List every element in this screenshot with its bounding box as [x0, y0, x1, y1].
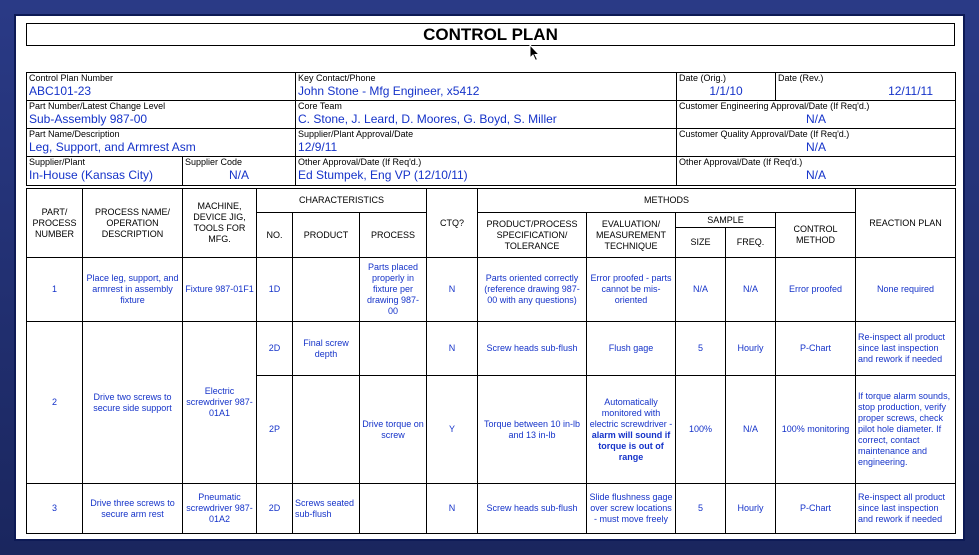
- cust-quality-approval-cell: [677, 129, 956, 157]
- col-methods: METHODS: [478, 189, 856, 213]
- cell-machine: Pneumatic screwdriver 987-01A2: [183, 484, 257, 534]
- col-reaction-plan: REACTION PLAN: [856, 189, 956, 258]
- cell-reaction-plan: None required: [856, 258, 956, 322]
- cell-evaluation: Flush gage: [587, 322, 676, 376]
- col-product: PRODUCT: [293, 213, 360, 258]
- cell-part-no: 1: [27, 258, 83, 322]
- cell-process-name: Drive two screws to secure side support: [83, 322, 183, 484]
- core-team-label: Core Team: [298, 101, 342, 111]
- cell-process-name: Place leg, support, and armrest in assembly fixture: [83, 258, 183, 322]
- evaluation-text: Automatically monitored with electric screwdriver -: [589, 396, 673, 429]
- supplier-plant-label: Supplier/Plant: [29, 157, 86, 167]
- supplier-approval-cell: [296, 129, 677, 157]
- cell-evaluation: [587, 376, 676, 484]
- cell-product: [293, 376, 360, 484]
- cell-freq: Hourly: [726, 322, 776, 376]
- cell-spec: Torque between 10 in-lb and 13 in-lb: [478, 376, 587, 484]
- date-rev-label: Date (Rev.): [778, 73, 824, 83]
- table-row: [27, 322, 956, 376]
- other-approval-1-label: Other Approval/Date (If Req'd.): [298, 157, 422, 167]
- part-number-label: Part Number/Latest Change Level: [29, 101, 166, 111]
- other-approval-1-value: Ed Stumpek, Eng VP (12/10/11): [298, 168, 468, 182]
- cell-reaction-plan: Re-inspect all product since last inspection and rework if needed: [856, 484, 956, 534]
- date-rev-cell: [776, 73, 956, 101]
- col-ctq: CTQ?: [427, 189, 478, 258]
- cell-control-method: 100% monitoring: [776, 376, 856, 484]
- cell-evaluation: Slide flushness gage over screw locations - must move freely: [587, 484, 676, 534]
- key-contact-value: John Stone - Mfg Engineer, x5412: [298, 84, 480, 98]
- core-team-value: C. Stone, J. Leard, D. Moores, G. Boyd, S. Miller: [298, 112, 557, 126]
- supplier-code-label: Supplier Code: [185, 157, 243, 167]
- cell-size: 5: [676, 322, 726, 376]
- key-contact-cell: [296, 73, 677, 101]
- table-row: [27, 258, 956, 322]
- supplier-code-cell: [183, 157, 296, 186]
- date-orig-label: Date (Orig.): [679, 73, 727, 83]
- col-size: SIZE: [676, 228, 726, 257]
- cell-process-name: Drive three screws to secure arm rest: [83, 484, 183, 534]
- other-approval-1-cell: [296, 157, 677, 186]
- col-process-name: PROCESS NAME/ OPERATION DESCRIPTION: [83, 189, 183, 258]
- cell-no: 1D: [257, 258, 293, 322]
- supplier-plant-value: In-House (Kansas City): [29, 168, 154, 182]
- mouse-cursor-icon: [529, 44, 541, 62]
- cell-control-method: P-Chart: [776, 322, 856, 376]
- cell-machine: Fixture 987-01F1: [183, 258, 257, 322]
- col-no: NO.: [257, 213, 293, 258]
- cell-process: Drive torque on screw: [360, 376, 427, 484]
- cell-process: [360, 484, 427, 534]
- cell-reaction-plan: Re-inspect all product since last inspection and rework if needed: [856, 322, 956, 376]
- cell-process: Parts placed properly in fixture per drawing 987-00: [360, 258, 427, 322]
- col-sample: SAMPLE: [676, 213, 775, 228]
- cell-product: Final screw depth: [293, 322, 360, 376]
- col-part-process-number: PART/ PROCESS NUMBER: [27, 189, 83, 258]
- cell-freq: N/A: [726, 376, 776, 484]
- supplier-code-value: N/A: [229, 168, 250, 182]
- part-name-label: Part Name/Description: [29, 129, 120, 139]
- cell-spec: Screw heads sub-flush: [478, 322, 587, 376]
- cell-no: 2P: [257, 376, 293, 484]
- cell-ctq: N: [427, 484, 478, 534]
- cell-product: Screws seated sub-flush: [293, 484, 360, 534]
- cell-size: 100%: [676, 376, 726, 484]
- part-name-value: Leg, Support, and Armrest Asm: [29, 140, 196, 154]
- control-plan-sheet: [14, 14, 965, 541]
- cell-no: 2D: [257, 322, 293, 376]
- cell-no: 2D: [257, 484, 293, 534]
- cell-freq: N/A: [726, 258, 776, 322]
- cell-machine: Electric screwdriver 987-01A1: [183, 322, 257, 484]
- cell-spec: Parts oriented correctly (reference drawing 987-00 with any questions): [478, 258, 587, 322]
- supplier-plant-cell: [27, 157, 183, 186]
- control-plan-number-label: Control Plan Number: [29, 73, 114, 83]
- date-orig-cell: [677, 73, 776, 101]
- part-number-value: Sub-Assembly 987-00: [29, 112, 148, 126]
- date-rev-value: 12/11/11: [888, 84, 934, 98]
- col-control-method: CONTROL METHOD: [776, 213, 856, 258]
- cell-control-method: P-Chart: [776, 484, 856, 534]
- cust-eng-approval-value: N/A: [806, 112, 827, 126]
- cell-freq: Hourly: [726, 484, 776, 534]
- cust-quality-approval-label: Customer Quality Approval/Date (If Req'd.): [679, 129, 850, 139]
- cust-eng-approval-label: Customer Engineering Approval/Date (If Req'd.): [679, 101, 870, 111]
- supplier-approval-label: Supplier/Plant Approval/Date: [298, 129, 414, 139]
- cell-process: [360, 322, 427, 376]
- col-evaluation: EVALUATION/ MEASUREMENT TECHNIQUE: [587, 213, 676, 258]
- cell-ctq: N: [427, 258, 478, 322]
- other-approval-2-label: Other Approval/Date (If Req'd.): [679, 157, 803, 167]
- cell-size: 5: [676, 484, 726, 534]
- cell-spec: Screw heads sub-flush: [478, 484, 587, 534]
- cell-part-no: 3: [27, 484, 83, 534]
- cust-eng-approval-cell: [677, 101, 956, 129]
- core-team-cell: [296, 101, 677, 129]
- table-row: [27, 484, 956, 534]
- col-characteristics: CHARACTERISTICS: [257, 189, 427, 213]
- cell-reaction-plan: If torque alarm sounds, stop production, verify proper screws, check pilot hole diameter. If correct, contact maintenance and engineering.: [856, 376, 956, 484]
- cell-evaluation: Error proofed - parts cannot be mis-oriented: [587, 258, 676, 322]
- col-sample-group: [676, 213, 776, 258]
- control-plan-number-cell: [27, 73, 296, 101]
- cell-part-no: 2: [27, 322, 83, 484]
- col-freq: FREQ.: [736, 237, 765, 247]
- header-info-table: [26, 72, 956, 186]
- col-process: PROCESS: [360, 213, 427, 258]
- date-orig-value: 1/1/10: [709, 84, 743, 98]
- other-approval-2-cell: [677, 157, 956, 186]
- cell-size: N/A: [676, 258, 726, 322]
- key-contact-label: Key Contact/Phone: [298, 73, 376, 83]
- cell-ctq: N: [427, 322, 478, 376]
- cell-control-method: Error proofed: [776, 258, 856, 322]
- col-machine: MACHINE, DEVICE JIG, TOOLS FOR MFG.: [183, 189, 257, 258]
- cust-quality-approval-value: N/A: [806, 140, 827, 154]
- part-number-cell: [27, 101, 296, 129]
- control-plan-table: [26, 188, 956, 534]
- part-name-cell: [27, 129, 296, 157]
- col-spec: PRODUCT/PROCESS SPECIFICATION/ TOLERANCE: [478, 213, 587, 258]
- cell-ctq: Y: [427, 376, 478, 484]
- supplier-approval-value: 12/9/11: [298, 140, 338, 154]
- cell-product: [293, 258, 360, 322]
- control-plan-number-value: ABC101-23: [29, 84, 92, 98]
- other-approval-2-value: N/A: [806, 168, 827, 182]
- evaluation-alarm-text: alarm will sound if torque is out of range: [591, 429, 671, 462]
- page-title: CONTROL PLAN: [26, 23, 955, 46]
